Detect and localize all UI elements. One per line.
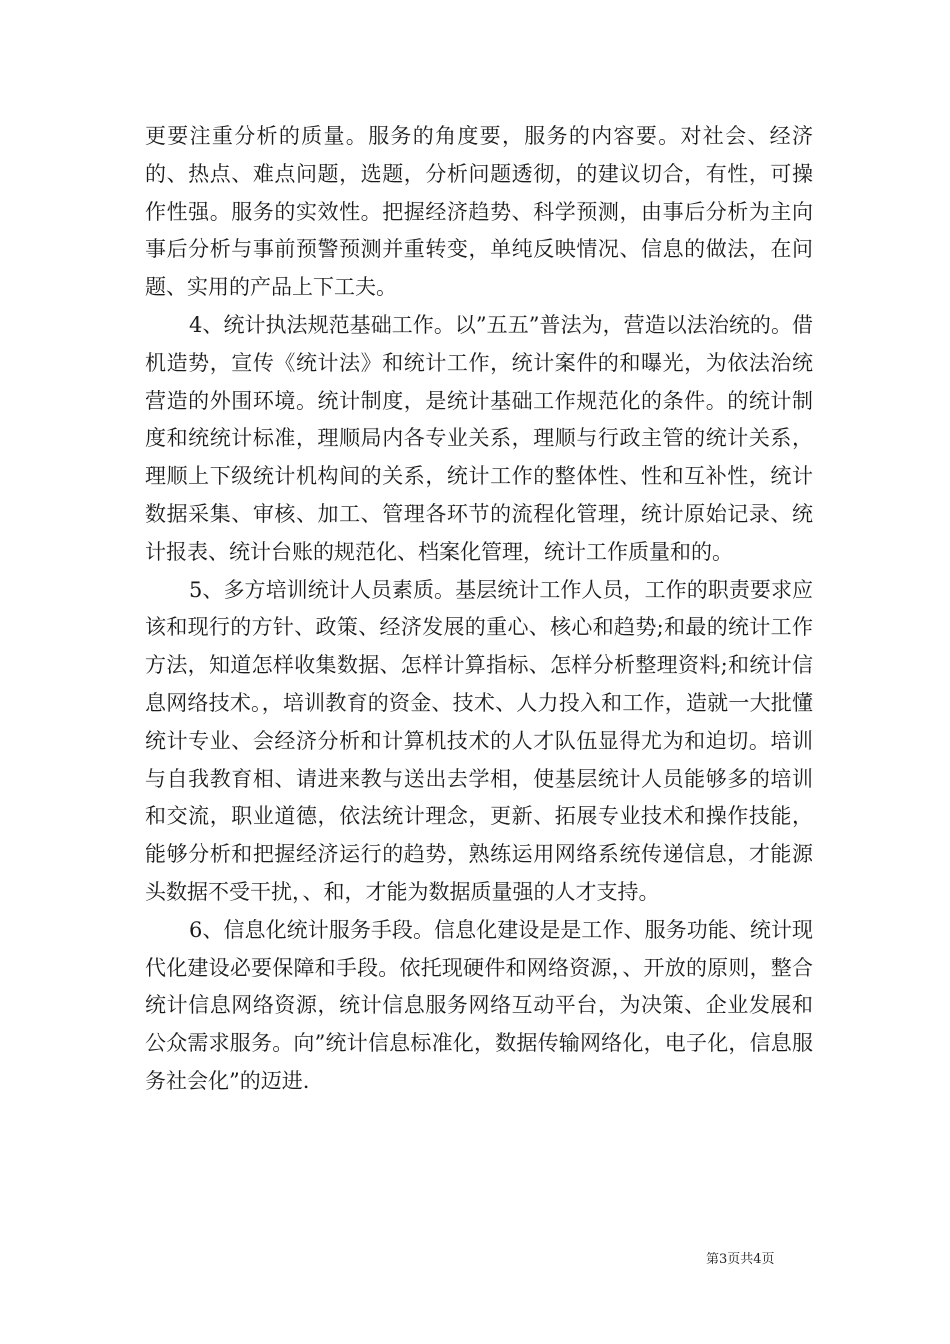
paragraph-section-6: 6、信息化统计服务手段。信息化建设是是工作、服务功能、统计现代化建设必要保障和手段。依托现硬件和网络资源，、开放的原则，整合统计信息网络资源，统计信息服务网络互动平台，为决策、企业发展和公众需求服务。向”统计信息标准化，数据传输网络化，电子化，信息服务社会化”的迈进.: [145, 917, 813, 1093]
paragraph-section-4: 4、统计执法规范基础工作。以”五五”普法为，营造以法治统的。借机造势，宣传《统计法》和统计工作，统计案件的和曝光，为依法治统营造的外围环境。统计制度，是统计基础工作规范化的条件。的统计制度和统统计标准，理顺局内各专业关系，理顺与行政主管的统计关系，理顺上下级统计机构间的关系，统计工作的整体性、性和互补性，统计数据采集、审核、加工、管理各环节的流程化管理，统计原始记录、统计报表、统计台账的规范化、档案化管理，统计工作质量和的。: [145, 312, 813, 564]
paragraph-section-5: 5、多方培训统计人员素质。基层统计工作人员，工作的职责要求应该和现行的方针、政策、经济发展的重心、核心和趋势;和最的统计工作方法，知道怎样收集数据、怎样计算指标、怎样分析整理资料;和统计信息网络技术。，培训教育的资金、技术、人力投入和工作，造就一大批懂统计专业、会经济分析和计算机技术的人才队伍显得尤为和迫切。培训与自我教育相、请进来教与送出去学相，使基层统计人员能够多的培训和交流，职业道德，依法统计理念，更新、拓展专业技术和操作技能，能够分析和把握经济运行的趋势，熟练运用网络系统传递信息，才能源头数据不受干扰，、和，才能为数据质量强的人才支持。: [145, 577, 813, 904]
paragraph-continuation: 更要注重分析的质量。服务的角度要，服务的内容要。对社会、经济的、热点、难点问题，选题，分析问题透彻，的建议切合，有性，可操作性强。服务的实效性。把握经济趋势、科学预测，由事后分析为主向事后分析与事前预警预测并重转变，单纯反映情况、信息的做法，在问题、实用的产品上下工夫。: [145, 124, 813, 300]
document-body: [145, 118, 813, 1101]
page-number-footer: 第3页共4页: [706, 1252, 775, 1267]
